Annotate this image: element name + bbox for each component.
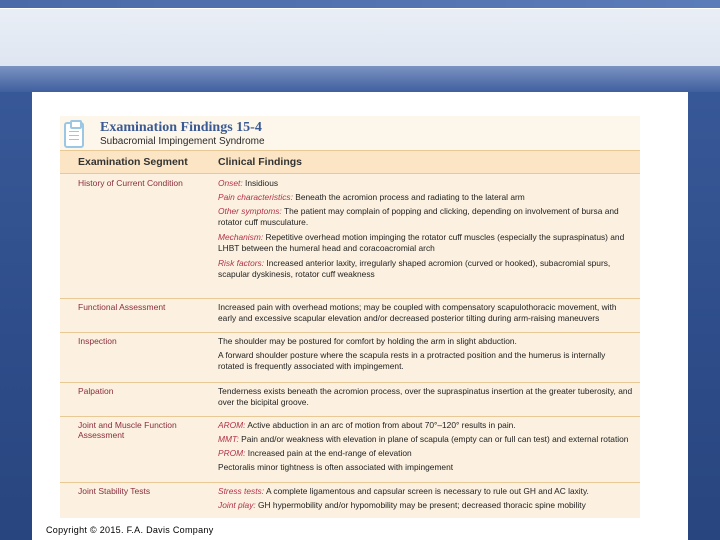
finding-item: Stress tests: A complete ligamentous and capsular screen is necessary to rule out GH and AC laxity. bbox=[218, 486, 589, 496]
title-band-highlight bbox=[0, 8, 720, 68]
finding-item: A forward shoulder posture where the scapula rests in a protracted position and the humerus is internally rotated is frequently associated with impingement. bbox=[218, 350, 606, 371]
examination-findings-box bbox=[60, 116, 640, 518]
segment-name: Inspection bbox=[78, 336, 117, 346]
segment-name: Joint Stability Tests bbox=[78, 486, 151, 496]
segment-name: History of Current Condition bbox=[78, 178, 183, 188]
finding-item: The shoulder may be postured for comfort by holding the arm in slight abduction. bbox=[218, 336, 517, 346]
finding-item: Increased pain with overhead motions; may be coupled with compensatory scapulothoracic movement, with early and excessive scapular elevation and/or decreased posterior tilting during arm-raising maneuvers bbox=[218, 302, 617, 323]
finding-item: AROM: Active abduction in an arc of motion from about 70°–120° results in pain. bbox=[218, 420, 516, 430]
clipboard-icon bbox=[64, 122, 84, 148]
segment-name: Functional Assessment bbox=[78, 302, 166, 312]
finding-item: Onset: Insidious bbox=[218, 178, 279, 188]
finding-item: Other symptoms: The patient may complain of popping and clicking, depending on involvement of bursa and rotator cuff musculature. bbox=[218, 206, 619, 227]
title-band-shadow bbox=[0, 66, 720, 92]
title-band bbox=[0, 0, 720, 92]
box-title: Examination Findings 15-4 bbox=[100, 120, 262, 135]
finding-item: Mechanism: Repetitive overhead motion impinging the rotator cuff muscles (especially the supraspinatus) and LHBT between the humeral head and coracoacromial arch bbox=[218, 232, 625, 253]
table-row bbox=[60, 382, 640, 417]
table-row bbox=[60, 332, 640, 383]
column-header-findings: Clinical Findings bbox=[218, 156, 303, 168]
finding-item: Pain characteristics: Beneath the acromion process and radiating to the lateral arm bbox=[218, 192, 525, 202]
copyright-notice: Copyright © 2015. F.A. Davis Company bbox=[46, 525, 214, 535]
finding-item: PROM: Increased pain at the end-range of elevation bbox=[218, 448, 412, 458]
table-row bbox=[60, 174, 640, 299]
table-row bbox=[60, 298, 640, 333]
box-header bbox=[60, 116, 640, 150]
finding-item: Pectoralis minor tightness is often associated with impingement bbox=[218, 462, 454, 472]
finding-item: Joint play: GH hypermobility and/or hypomobility may be present; decreased thoracic spine mobility bbox=[218, 500, 586, 510]
finding-item: Risk factors: Increased anterior laxity, irregularly shaped acromion (curved or hooked), subacromial spurs, scapular dyskinesis, rotator cuff weakness bbox=[218, 258, 611, 279]
box-subtitle: Subacromial Impingement Syndrome bbox=[100, 136, 265, 147]
table-row bbox=[60, 482, 640, 518]
finding-item: Tenderness exists beneath the acromion process, over the supraspinatus insertion at the greater tuberosity, and over the bicipital groove. bbox=[218, 386, 633, 407]
segment-name: Joint and Muscle Function Assessment bbox=[78, 420, 177, 440]
segment-name: Palpation bbox=[78, 386, 114, 396]
column-header-segment: Examination Segment bbox=[78, 156, 188, 168]
column-headers bbox=[60, 150, 640, 174]
table-row bbox=[60, 416, 640, 483]
finding-item: MMT: Pain and/or weakness with elevation in plane of scapula (empty can or full can test) and external rotation bbox=[218, 434, 629, 444]
